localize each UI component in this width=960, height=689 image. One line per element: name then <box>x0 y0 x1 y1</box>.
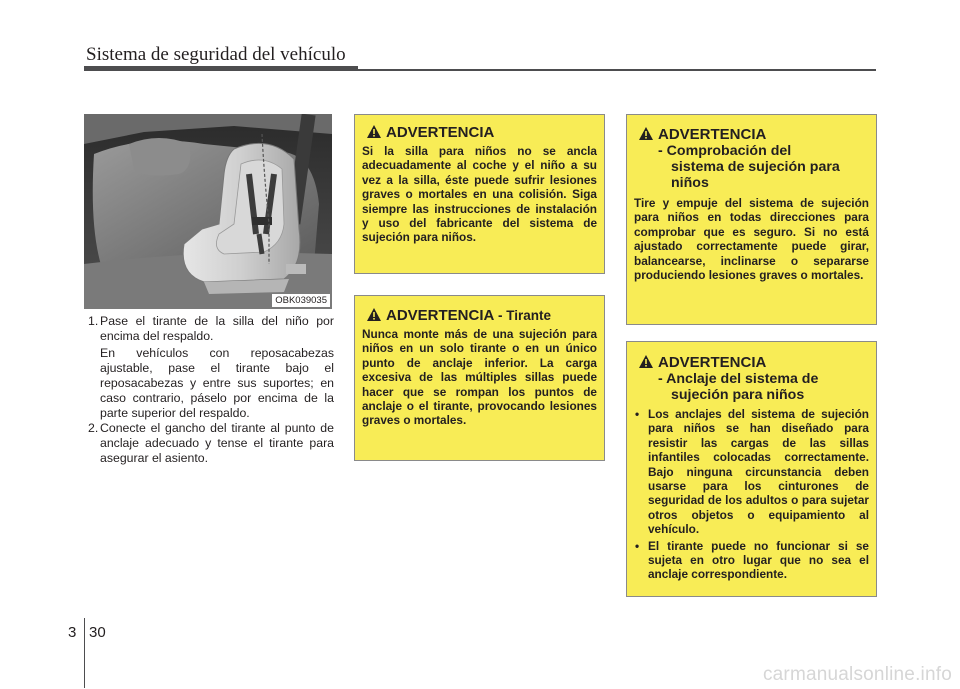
footer-rule <box>84 618 85 688</box>
child-seat-photo <box>84 114 332 309</box>
warning-subtitle: - Anclaje del sistema de sujeción para niños <box>658 371 819 403</box>
chapter-number: 3 <box>68 624 77 641</box>
warning-body: Tire y empuje del sistema de sujeción para niños en todas direcciones para comprobar que es seguro. Si no está ajustado correctamente puede girar, balancearse, inclinarse o separarse produciendo lesiones graves o mortales. <box>634 196 869 283</box>
warning-body: Si la silla para niños no se ancla adecuadamente al coche y el niño a su vez a la silla, éste puede sufrir lesiones graves o mortales en una colisión. Siga siempre las instrucciones de instalación y uso del fabricante del sistema de sujeción para niños. <box>362 144 597 245</box>
warning-heading: ADVERTENCIA - Tirante <box>362 307 597 324</box>
warning-heading: ADVERTENCIA <box>634 126 869 143</box>
instruction-step-2 <box>88 421 334 466</box>
step-number: 2. <box>88 421 99 435</box>
page-number: 30 <box>89 624 106 641</box>
warning-triangle-icon <box>638 126 654 141</box>
warning-triangle-icon <box>366 124 382 139</box>
warning-subtitle: - Comprobación del sistema de sujeción para niños <box>658 143 840 191</box>
page-header-title: Sistema de seguridad del vehículo <box>86 44 346 65</box>
list-item: • El tirante puede no funcionar si se sujeta en otro lugar que no sea el anclaje correspondiente. <box>634 539 869 582</box>
step-1-note: En vehículos con reposacabezas ajustable, pase el tirante bajo el reposacabezas y entre sus suportes; en caso contrario, páselo por encima de la parte superior del respaldo. <box>100 346 334 420</box>
warning-body: Nunca monte más de una sujeción para niños en un solo tirante o en un único punto de anclaje inferior. La carga excesiva de las múltiples sillas puede hacer que se rompan los puntos de anclaje o el tirante, provocando lesiones graves o mortales. <box>362 327 597 428</box>
warning-title-suffix: - Tirante <box>497 308 551 323</box>
warning-box-anchoring <box>354 114 605 274</box>
step-text: Pase el tirante de la silla del niño por encima del respaldo. <box>100 314 334 343</box>
header-rule <box>84 69 876 71</box>
warning-box-check-restraint <box>626 114 877 325</box>
watermark: carmanualsonline.info <box>762 664 952 685</box>
warning-triangle-icon <box>638 354 654 369</box>
child-seat-illustration <box>84 114 332 309</box>
step-text: Conecte el gancho del tirante al punto de anclaje adecuado y tense el tirante para asegurar el asiento. <box>100 421 334 465</box>
photo-caption: OBK039035 <box>272 294 330 307</box>
warning-box-tether <box>354 295 605 461</box>
warning-heading: ADVERTENCIA <box>634 354 869 371</box>
list-item: • Los anclajes del sistema de sujeción para niños se han diseñado para resistir las cargas de las sillas infantiles colocadas correctamente. Bajo ninguna circunstancia deben usarse para los cinturones de seguridad de los adultos o para sujetar otros objetos o equipamiento al vehículo. <box>634 407 869 537</box>
instruction-step-1 <box>88 314 334 344</box>
installation-instructions <box>88 314 334 466</box>
warning-bullet-list <box>634 407 869 582</box>
step-number: 1. <box>88 314 99 328</box>
warning-heading: ADVERTENCIA <box>362 124 597 141</box>
warning-box-anchor-system <box>626 341 877 597</box>
warning-triangle-icon <box>366 307 382 322</box>
